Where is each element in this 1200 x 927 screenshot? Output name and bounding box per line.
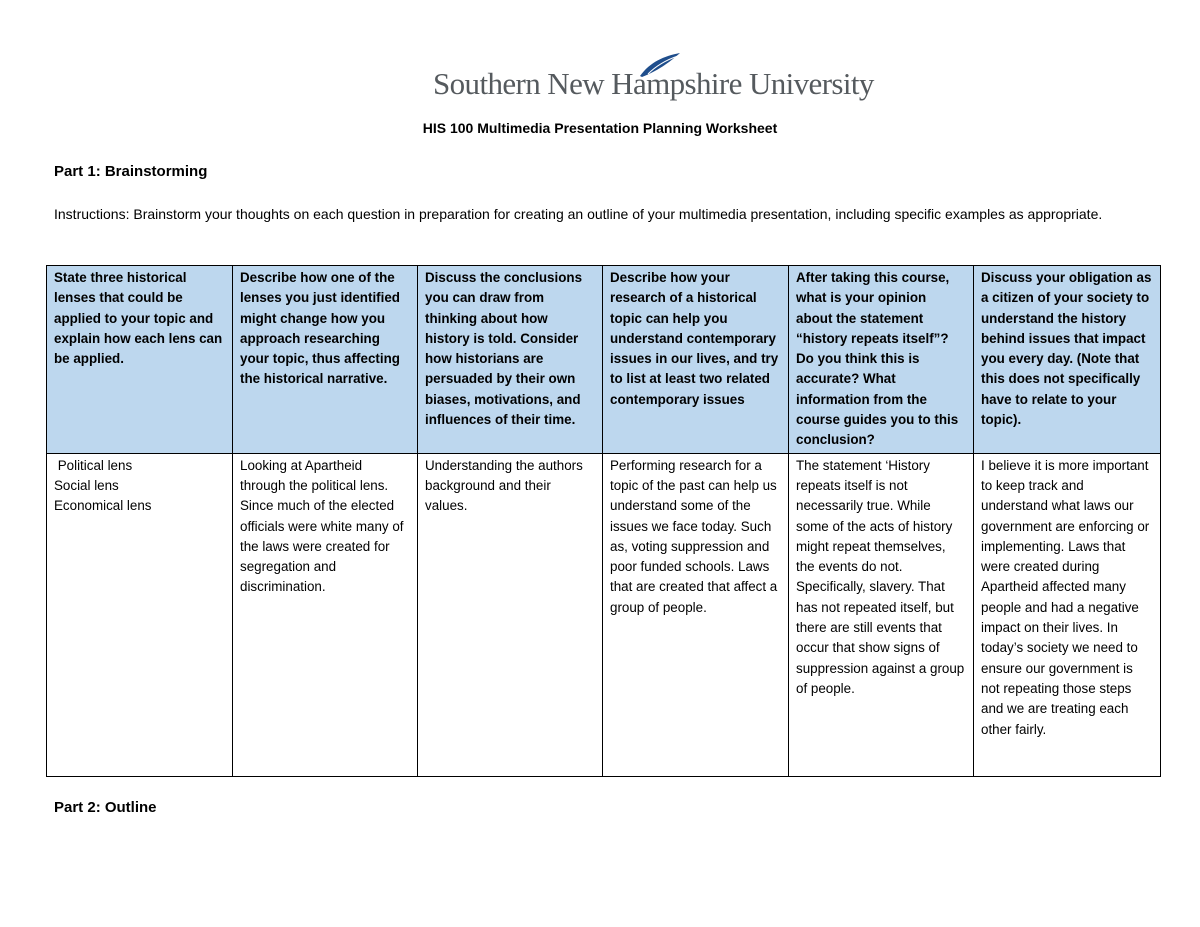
answer-obligation: I believe it is more important to keep track and understand what laws our government are enforcing or implementing. Laws that were created during Apartheid affected many people and had a negative impact on their lives. In today’s society we need to ensure our government is not repeating those steps and we are treating each other fairly. (974, 453, 1161, 776)
question-obligation: Discuss your obligation as a citizen of your society to understand the history behind issues that impact you every day. (Note that this does not specifically have to relate to your topic). (974, 266, 1161, 454)
lens-item: Economical lens (54, 498, 152, 514)
answer-history-repeats: The statement ‘History repeats itself is not necessarily true. While some of the acts of history might repeat themselves, the events do not. Specifically, slavery. That has not repeated itself, but there are still events that occur that show signs of suppression against a group of people. (789, 453, 974, 776)
university-logo (433, 52, 874, 104)
table-row (47, 453, 1161, 776)
instructions-text: Instructions: Brainstorm your thoughts on each question in preparation for creating an outline of your multimedia presentation, including specific examples as appropriate. (54, 206, 1103, 222)
lens-item: Social lens (54, 477, 119, 493)
page-title: HIS 100 Multimedia Presentation Planning Worksheet (422, 120, 778, 136)
logo-text: Southern New Hampshire University (433, 66, 874, 101)
part1-heading: Part 1: Brainstorming (54, 163, 208, 180)
brainstorm-table (46, 265, 1161, 777)
question-history-repeats: After taking this course, what is your opinion about the statement “history repeats itself”? Do you think this is accurate? What information from the course guides you to this conclusion? (789, 266, 974, 454)
answer-contemporary-issues: Performing research for a topic of the past can help us understand some of the issues we face today. Such as, voting suppression and poor funded schools. Laws that are created that affect a group of people. (603, 453, 789, 776)
answer-conclusions: Understanding the authors background and their values. (418, 453, 603, 776)
question-approach: Describe how one of the lenses you just identified might change how you approach researching your topic, thus affecting the historical narrative. (233, 266, 418, 454)
question-lenses: State three historical lenses that could be applied to your topic and explain how each lens can be applied. (47, 266, 233, 454)
part2-heading: Part 2: Outline (54, 799, 157, 816)
question-conclusions: Discuss the conclusions you can draw from thinking about how history is told. Consider how historians are persuaded by their own biases, motivations, and influences of their time. (418, 266, 603, 454)
question-contemporary-issues: Describe how your research of a historical topic can help you understand contemporary issues in our lives, and try to list at least two related contemporary issues (603, 266, 789, 454)
lens-item: Political lens (54, 457, 133, 473)
answer-lenses (47, 453, 233, 776)
answer-approach: Looking at Apartheid through the political lens. Since much of the elected officials were white many of the laws were created for segregation and discrimination. (233, 453, 418, 776)
table-header-row (47, 266, 1161, 454)
